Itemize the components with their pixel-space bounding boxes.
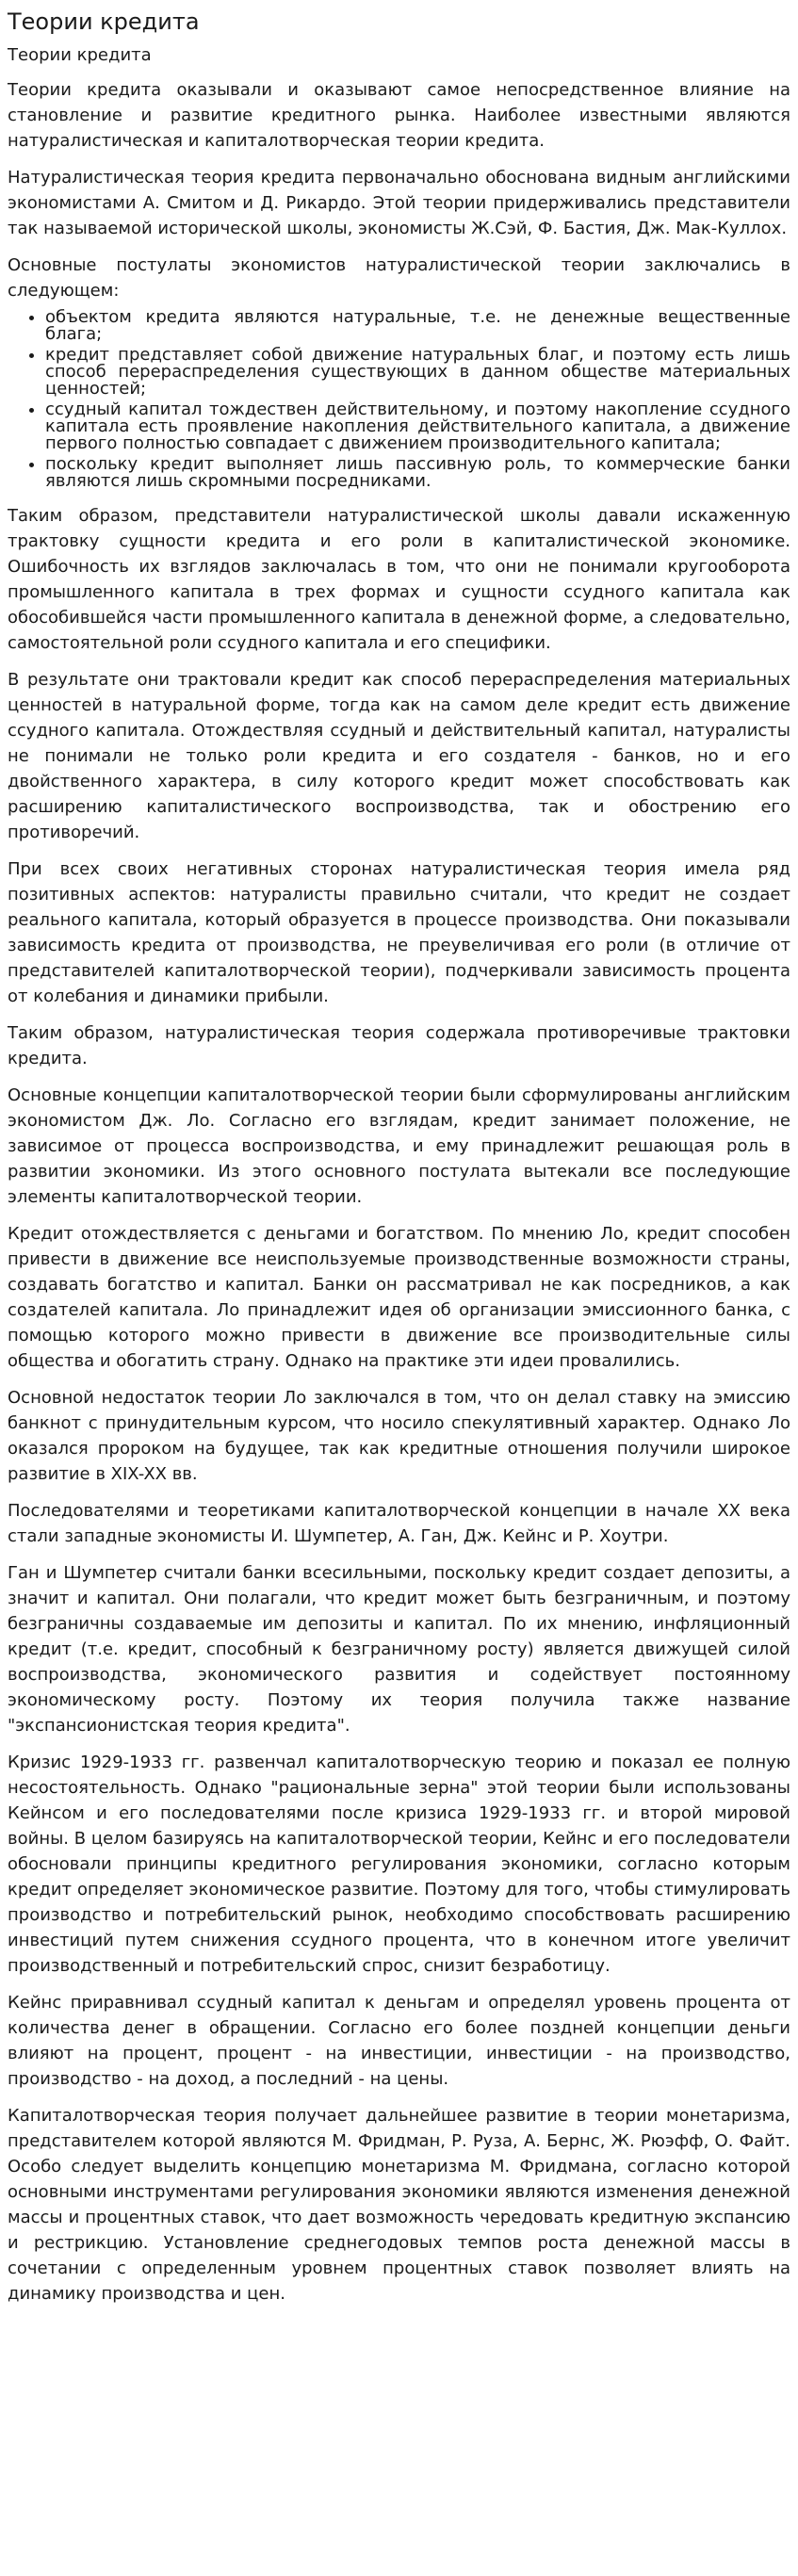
paragraph-hahn-schumpeter: Ган и Шумпетер считали банки всесильными, поскольку кредит создает депозиты, а значит и капитал. Они полагали, что кредит может быть безграничным, и поэтому безграничны создаваемые им депозиты и капитал. По их мнению, инфляционный кредит (т.е. кредит, способный к безграничному росту) является движущей силой воспроизводства, экономического развития и содействует постоянному экономическому росту. Поэтому их теория получила также название "экспансионистская теория кредита". — [8, 1563, 790, 1736]
paragraph-intro: Теории кредита оказывали и оказывают самое непосредственное влияние на становление и развитие кредитного рынка. Наиболее известными являются натуралистическая и капиталотворческая теории кредита. — [8, 80, 790, 151]
paragraph-naturalist-critique: Таким образом, представители натуралистической школы давали искаженную трактовку сущности кредита и его роли в капиталистической экономике. Ошибочность их взглядов заключалась в том, что они не понимали кругооборота промышленного капитала в трех формах и сущности ссудного капитала как обособившейся части промышленного капитала в денежной форме, а следовательно, самостоятельной роли ссудного капитала и его специфики. — [8, 506, 790, 653]
postulates-list — [8, 309, 790, 490]
paragraph-naturalist-summary: Таким образом, натуралистическая теория содержала противоречивые трактовки кредита. — [8, 1023, 790, 1068]
paragraph-naturalist-result: В результате они трактовали кредит как способ перераспределения материальных ценностей в натуральной форме, тогда как на самом деле кредит есть движение ссудного капитала. Отождествляя ссудный и действительный капитал, натуралисты не понимали не только роли кредита и его создателя - банков, но и его двойственного характера, в силу которого кредит может способствовать как расширению капиталистического воспроизводства, так и обострению его противоречий. — [8, 670, 790, 842]
page-title: Теории кредита — [8, 8, 200, 35]
paragraph-naturalist-origin: Натуралистическая теория кредита первоначально обоснована видным английскими экономистами А. Смитом и Д. Рикардо. Этой теории придерживались представители так называемой исторической школы, экономисты Ж.Сэй, Ф. Бастия, Дж. Мак-Куллох. — [8, 168, 790, 238]
paragraph-capital-creative-origin: Основные концепции капиталотворческой теории были сформулированы английским экономистом Дж. Ло. Согласно его взглядам, кредит занимает положение, не зависимое от процесса воспроизводства, и ему принадлежит решающая роль в развитии экономики. Из этого основного постулата вытекали все последующие элементы капиталотворческой теории. — [8, 1085, 790, 1207]
list-item: • ссудный капитал тождествен действительному, и поэтому накопление ссудного капитала есть проявление накопления действительного капитала, а движение первого полностью совпадает с движением производительного капитала; — [45, 401, 790, 452]
list-item: • кредит представляет собой движение натуральных благ, и поэтому есть лишь способ перераспределения существующих в данном обществе материальных ценностей; — [45, 347, 790, 398]
paragraph-law-credit: Кредит отождествляется с деньгами и богатством. По мнению Ло, кредит способен привести в движение все неиспользуемые производственные возможности страны, создавать богатство и капитал. Банки он рассматривал не как посредников, а как создателей капитала. Ло принадлежит идея об организации эмиссионного банка, с помощью которого можно привести в движение все производительные силы общества и обогатить страну. Однако на практике эти идеи провалились. — [8, 1224, 790, 1371]
paragraph-crisis-keynes: Кризис 1929-1933 гг. развенчал капиталотворческую теорию и показал ее полную несостоятельность. Однако "рациональные зерна" этой теории были использованы Кейнсом и его последователями после кризиса 1929-1933 гг. и второй мировой войны. В целом базируясь на капиталотворческой теории, Кейнс и его последователи обосновали принципы кредитного регулирования экономики, согласно которым кредит определяет экономическое развитие. Поэтому для того, чтобы стимулировать производство и потребительский рынок, необходимо способствовать расширению инвестиций путем снижения ссудного процента, что в конечном итоге увеличит производственный и потребительский спрос, снизит безработицу. — [8, 1753, 790, 1976]
list-item: • поскольку кредит выполняет лишь пассивную роль, то коммерческие банки являются лишь скромными посредниками. — [45, 456, 790, 490]
paragraph-naturalist-positive: При всех своих негативных сторонах натуралистическая теория имела ряд позитивных аспектов: натуралисты правильно считали, что кредит не создает реального капитала, который образуется в процессе производства. Они показывали зависимость кредита от производства, не преувеличивая его роли (в отличие от представителей капиталотворческой теории), подчеркивали зависимость процента от колебания и динамики прибыли. — [8, 859, 790, 1006]
paragraph-monetarism: Капиталотворческая теория получает дальнейшее развитие в теории монетаризма, представителем которой являются М. Фридман, Р. Руза, А. Бернс, Ж. Рюэфф, О. Файт. Особо следует выделить концепцию монетаризма М. Фридмана, согласно которой основными инструментами регулирования экономики являются изменения денежной массы и процентных ставок, что дает возможность чередовать кредитную экспансию и рестрикцию. Установление среднегодовых темпов роста денежной массы в сочетании с определенным уровнем процентных ставок позволяет влиять на динамику производства и цен. — [8, 2106, 790, 2304]
paragraph-keynes-interest: Кейнс приравнивал ссудный капитал к деньгам и определял уровень процента от количества денег в обращении. Согласно его более поздней концепции деньги влияют на процент, процент - на инвестиции, инвестиции - на производство, производство - на доход, а последний - на цены. — [8, 1993, 790, 2089]
article-subtitle: Теории кредита — [8, 45, 152, 65]
paragraph-followers: Последователями и теоретиками капиталотворческой концепции в начале XX века стали западные экономисты И. Шумпетер, А. Ган, Дж. Кейнс и Р. Хоутри. — [8, 1501, 790, 1546]
paragraph-postulates-intro: Основные постулаты экономистов натуралистической теории заключались в следующем: — [8, 255, 790, 301]
paragraph-law-flaw: Основной недостаток теории Ло заключался в том, что он делал ставку на эмиссию банкнот с принудительным курсом, что носило спекулятивный характер. Однако Ло оказался пророком на будущее, так как кредитные отношения получили широкое развитие в XIX-XX вв. — [8, 1388, 790, 1484]
list-item: • объектом кредита являются натуральные, т.е. не денежные вещественные блага; — [45, 309, 790, 343]
